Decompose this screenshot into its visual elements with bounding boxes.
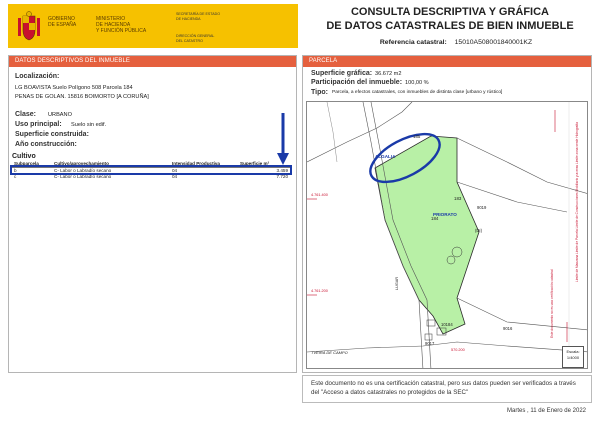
coat-of-arms-icon [16, 10, 42, 42]
table-row[interactable] [12, 173, 290, 179]
road-line [457, 298, 588, 330]
ministry-line-3: Y FUNCIÓN PÚBLICA [96, 28, 147, 34]
map-label-algalia: ALGALIA [375, 154, 396, 159]
blue-arrow-down-icon [276, 113, 290, 165]
superficie-grafica-label: Superficie gráfica: [311, 70, 373, 77]
secretary-line-2: DE HACIENDA [176, 17, 201, 21]
map-coord-570200: 570.200 [451, 348, 465, 352]
tipo-value: Parcela, a efectos catastrales, con inmuebles de distinta clase [urbano y rústico] [332, 90, 503, 95]
cell-superficie: 7.720 [276, 173, 288, 179]
road-line [307, 342, 588, 352]
building [425, 334, 432, 340]
secretary-line-1: SECRETARÍA DE ESTADO [176, 12, 220, 16]
document-date: Martes , 11 de Enero de 2022 [507, 408, 586, 414]
disclaimer-note: Este documento no es una certificación catastral, pero sus datos pueden ser verificados a través del "Acceso a datos catastrales no protegidos de la SEC" [302, 375, 592, 403]
map-label-prioriato: PRIORATO [433, 212, 457, 217]
road-line [457, 138, 588, 194]
road-line [457, 182, 567, 212]
map-label-10184: 10184 [441, 322, 453, 327]
col-superficie: Superficie m² [238, 161, 290, 167]
ministry-name [96, 16, 146, 34]
clase-label: Clase: [15, 111, 37, 118]
ministry-line-2: DE HACIENDA [96, 22, 131, 28]
location-label: Localización: [15, 73, 60, 80]
map-label-185: 185 [413, 134, 421, 139]
participacion-value: 100,00 % [405, 80, 429, 86]
direction-line-1: DIRECCIÓN GENERAL [176, 34, 215, 38]
cultivo-heading: Cultivo [12, 153, 36, 160]
direction-line-2: DEL CATASTRO [176, 39, 203, 43]
map-label-183: 183 [454, 196, 462, 201]
gov-line-2: DE ESPAÑA [48, 22, 77, 28]
title-line-1: CONSULTA DESCRIPTIVA Y GRÁFICA [350, 6, 549, 18]
col-subparcela: Subparcela [12, 161, 52, 167]
map-label-tveira: TVEIRA DE CAMPO [311, 350, 348, 355]
cell-superficie: 3.459 [276, 167, 288, 173]
col-cultivo: Cultivo/aprovechamiento [52, 161, 170, 167]
map-label-9016: 9016 [503, 326, 513, 331]
location-line-1: LG BOAVISTA Suelo Polígono 508 Parcela 184 [15, 85, 133, 91]
map-label-lugar: LUGAR [395, 276, 399, 290]
map-label-di: (DI) [475, 228, 482, 233]
road-line [307, 102, 412, 162]
map-coord-4761400: 4.761.400 [311, 193, 328, 197]
cell-intensidad: 04 [172, 173, 178, 179]
col-intensidad: Intensidad Productiva [170, 161, 238, 167]
cell-subparcela: c [14, 173, 17, 179]
ref-label: Referencia catastral: [379, 39, 447, 46]
gov-line-1: GOBIERNO [48, 16, 75, 22]
map-label-9019: 9019 [477, 205, 487, 210]
cell-cultivo: C- Labor o Labradío secano [54, 173, 112, 179]
map-label-9017: 9017 [425, 341, 435, 346]
ref-value: 15010A508001840001KZ [454, 39, 533, 46]
tipo-label: Tipo: [311, 89, 328, 96]
cadastral-reference [316, 39, 596, 46]
title-line-2: DE DATOS CATASTRALES DE BIEN INMUEBLE [326, 20, 574, 32]
cell-subparcela: b [14, 167, 17, 173]
descriptive-data-bar: DATOS DESCRIPTIVOS DEL INMUEBLE [9, 56, 296, 67]
secretary-name [176, 12, 236, 22]
superficie-grafica-value: 36.672 m2 [375, 71, 402, 77]
ministry-line-1: MINISTERIO [96, 16, 126, 22]
map-side-text: Este documento no es una certificación catastral [550, 269, 554, 338]
superficie-construida-label: Superficie construida: [15, 131, 89, 138]
document-title [300, 5, 600, 33]
map-scale-box [562, 346, 584, 368]
uso-value: Suelo sin edif. [71, 122, 107, 128]
cadastral-map[interactable] [306, 101, 588, 369]
government-banner [8, 4, 298, 48]
clase-value: URBANO [48, 112, 72, 118]
descriptive-data-panel [8, 55, 297, 373]
map-coord-4761200: 4.761.200 [311, 289, 328, 293]
ano-construccion-label: Año construcción: [15, 141, 77, 148]
parcel-bar: PARCELA [303, 56, 591, 67]
cell-intensidad: 04 [172, 167, 178, 173]
uso-label: Uso principal: [15, 121, 62, 128]
scale-label: Escala: [566, 349, 580, 354]
government-name [48, 16, 76, 28]
cell-cultivo: C- Labor o Labradío secano [54, 167, 112, 173]
scale-value: 1/4000 [566, 355, 580, 360]
header [0, 0, 600, 52]
map-legend-text: Límite de Manzana Límite de Parcela Límite de Construcciones Mobiliario y aceras Límite zona verde Hidrografía [575, 122, 579, 282]
map-label-184: 184 [431, 216, 439, 221]
participacion-label: Participación del inmueble: [311, 79, 403, 86]
map-drawing [307, 102, 588, 369]
direction-name [176, 34, 236, 44]
road-line [327, 102, 337, 162]
cultivo-table [12, 161, 290, 179]
location-line-2: PENAS DE GOLAN. 15816 BOIMORTO [A CORUÑA] [15, 94, 149, 100]
